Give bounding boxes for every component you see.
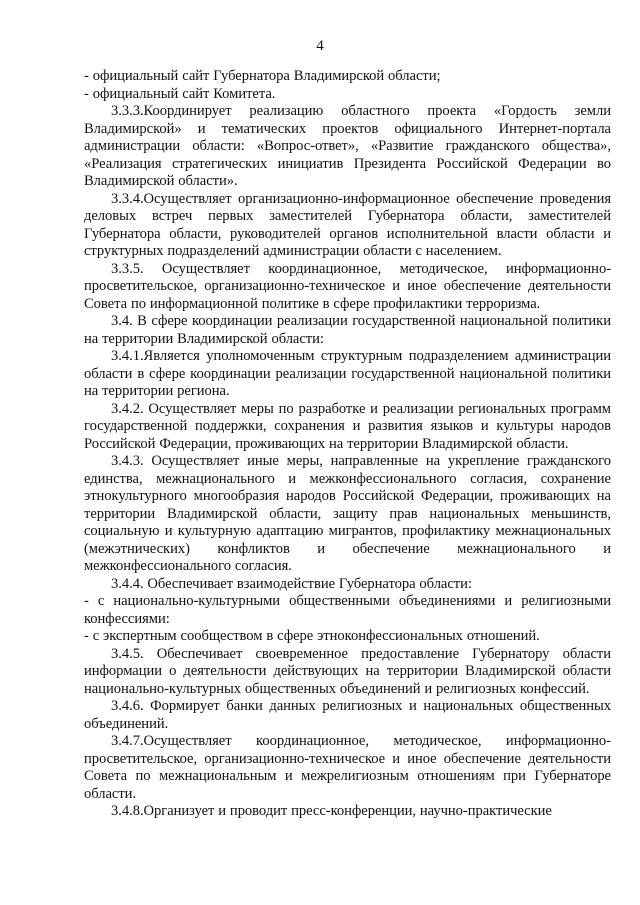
paragraph-3-4: 3.4. В сфере координации реализации государственной национальной политики на территории Владимирской области: bbox=[84, 313, 611, 347]
document-body bbox=[84, 68, 611, 821]
paragraph-3-4-5: 3.4.5. Обеспечивает своевременное предоставление Губернатору области информации о деятельности действующих на территории Владимирской области национально-культурных общественных объединений и религиозных конфессий. bbox=[84, 645, 611, 697]
paragraph-3-4-2: 3.4.2. Осуществляет меры по разработке и реализации региональных программ государственной поддержки, сохранения и развития языков и культуры народов Российской Федерации, проживающих на территории Владимирской области. bbox=[84, 400, 611, 452]
paragraph-3-4-7: 3.4.7.Осуществляет координационное, методическое, информационно-просветительское, организационно-техническое и иное обеспечение деятельности Совета по межнациональным и межрелигиозным отношениям при Губернаторе области. bbox=[84, 733, 611, 802]
list-item-national-cultural: - с национально-культурными общественными объединениями и религиозными конфессиями: bbox=[84, 593, 611, 627]
paragraph-3-3-3: 3.3.3.Координирует реализацию областного проекта «Гордость земли Владимирской» и тематических проектов официального Интернет-портала администрации области: «Вопрос-ответ», «Развитие гражданского общества», «Реализация стратегических инициатив Президента Российской Федерации во Владимирской области». bbox=[84, 103, 611, 189]
list-item-expert-community: - с экспертным сообществом в сфере этноконфессиональных отношений. bbox=[84, 628, 540, 644]
page-number: 4 bbox=[316, 38, 324, 54]
list-item-governor-site: - официальный сайт Губернатора Владимирской области; bbox=[84, 68, 441, 84]
paragraph-3-4-4: 3.4.4. Обеспечивает взаимодействие Губернатора области: bbox=[111, 575, 472, 592]
list-item-committee-site: - официальный сайт Комитета. bbox=[84, 85, 276, 102]
paragraph-3-3-5: 3.3.5. Осуществляет координационное, методическое, информационно-просветительское, организационно-техническое и иное обеспечение деятельности Совета по информационной политике в сфере профилактики терроризма. bbox=[84, 260, 611, 312]
paragraph-3-4-8: 3.4.8.Организует и проводит пресс-конференции, научно-практические bbox=[111, 803, 552, 819]
paragraph-3-4-6: 3.4.6. Формирует банки данных религиозных и национальных общественных объединений. bbox=[84, 698, 611, 732]
paragraph-3-4-1: 3.4.1.Является уполномоченным структурным подразделением администрации области в сфере координации реализации государственной национальной политики на территории региона. bbox=[84, 348, 611, 399]
paragraph-3-3-4: 3.3.4.Осуществляет организационно-информационное обеспечение проведения деловых встреч первых заместителей Губернатора области, заместителей Губернатора области, руководителей органов исполнительной власти области и структурных подразделений администрации области с населением. bbox=[84, 190, 611, 259]
paragraph-3-4-3: 3.4.3. Осуществляет иные меры, направленные на укрепление гражданского единства, межнационального и межконфессионального согласия, сохранение этнокультурного многообразия народов Российской Федерации, проживающих на территории Владимирской области, защиту прав национальных меньшинств, социальную и культурную адаптацию мигрантов, профилактику межнациональных (межэтнических) конфликтов и обеспечение межнационального и межконфессионального согласия. bbox=[84, 453, 611, 574]
